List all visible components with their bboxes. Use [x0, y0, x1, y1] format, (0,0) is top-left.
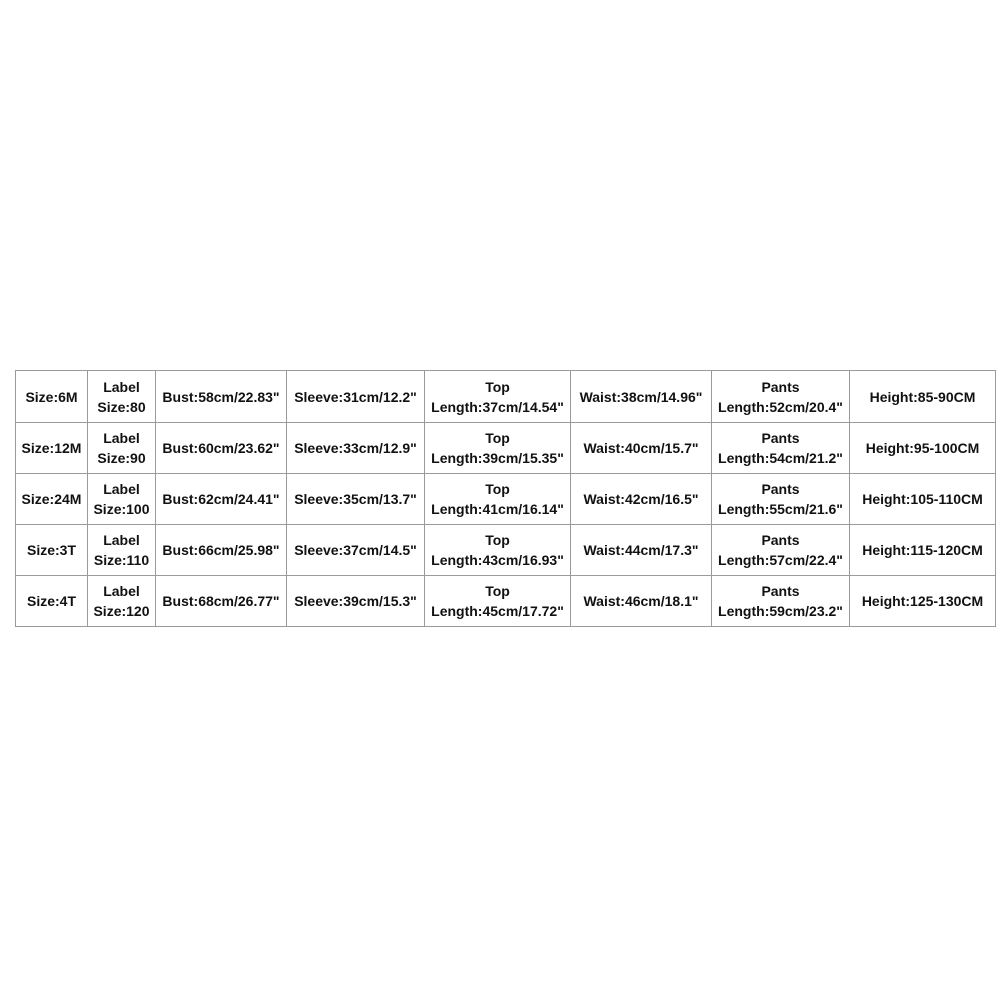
sleeve-cell: Sleeve:37cm/14.5" [287, 525, 425, 576]
top-length-cell-line: Top [485, 481, 510, 497]
table-row [16, 371, 996, 423]
top-length-cell [425, 576, 571, 627]
label-size-cell [88, 474, 156, 525]
top-length-cell-line: Top [485, 583, 510, 599]
height-cell: Height:125-130CM [850, 576, 996, 627]
height-cell: Height:95-100CM [850, 423, 996, 474]
size-chart-body [16, 371, 996, 627]
top-length-cell [425, 371, 571, 423]
table-row [16, 576, 996, 627]
height-cell: Height:115-120CM [850, 525, 996, 576]
waist-cell: Waist:44cm/17.3" [571, 525, 712, 576]
label-size-cell-line: Size:80 [97, 398, 146, 415]
pants-length-cell-line: Pants [761, 430, 800, 446]
size-cell: Size:4T [16, 576, 88, 627]
label-size-cell-line: Label [103, 583, 140, 599]
label-size-cell-line: Label [103, 378, 140, 395]
label-size-cell [88, 423, 156, 474]
pants-length-cell-line: Pants [761, 532, 800, 548]
top-length-cell-line: Length:39cm/15.35" [431, 450, 564, 466]
top-length-cell-line: Top [485, 430, 510, 446]
size-cell: Size:12M [16, 423, 88, 474]
size-cell: Size:3T [16, 525, 88, 576]
bust-cell: Bust:66cm/25.98" [156, 525, 287, 576]
label-size-cell-line: Size:90 [97, 450, 146, 466]
label-size-cell [88, 371, 156, 423]
pants-length-cell-line: Length:52cm/20.4" [718, 398, 843, 415]
pants-length-cell-line: Length:59cm/23.2" [718, 603, 843, 619]
waist-cell: Waist:42cm/16.5" [571, 474, 712, 525]
pants-length-cell-line: Pants [761, 583, 800, 599]
pants-length-cell [712, 423, 850, 474]
pants-length-cell [712, 371, 850, 423]
waist-cell: Waist:46cm/18.1" [571, 576, 712, 627]
bust-cell: Bust:62cm/24.41" [156, 474, 287, 525]
pants-length-cell [712, 525, 850, 576]
height-cell: Height:105-110CM [850, 474, 996, 525]
pants-length-cell [712, 474, 850, 525]
label-size-cell-line: Label [103, 532, 140, 548]
sleeve-cell: Sleeve:31cm/12.2" [287, 371, 425, 423]
pants-length-cell-line: Pants [761, 378, 800, 395]
bust-cell: Bust:60cm/23.62" [156, 423, 287, 474]
waist-cell: Waist:40cm/15.7" [571, 423, 712, 474]
bust-cell: Bust:58cm/22.83" [156, 371, 287, 423]
label-size-cell-line: Label [103, 481, 140, 497]
size-cell: Size:24M [16, 474, 88, 525]
size-chart-table [15, 370, 996, 627]
waist-cell: Waist:38cm/14.96" [571, 371, 712, 423]
pants-length-cell-line: Length:57cm/22.4" [718, 552, 843, 568]
top-length-cell-line: Top [485, 378, 510, 395]
label-size-cell-line: Size:100 [93, 501, 150, 517]
top-length-cell-line: Length:37cm/14.54" [431, 398, 564, 415]
pants-length-cell-line: Length:55cm/21.6" [718, 501, 843, 517]
pants-length-cell-line: Length:54cm/21.2" [718, 450, 843, 466]
pants-length-cell [712, 576, 850, 627]
top-length-cell-line: Length:41cm/16.14" [431, 501, 564, 517]
sleeve-cell: Sleeve:39cm/15.3" [287, 576, 425, 627]
top-length-cell-line: Length:43cm/16.93" [431, 552, 564, 568]
table-row [16, 525, 996, 576]
height-cell: Height:85-90CM [850, 371, 996, 423]
label-size-cell [88, 525, 156, 576]
table-row [16, 423, 996, 474]
top-length-cell [425, 423, 571, 474]
size-cell: Size:6M [16, 371, 88, 423]
table-row [16, 474, 996, 525]
top-length-cell [425, 525, 571, 576]
label-size-cell-line: Size:110 [93, 552, 150, 568]
pants-length-cell-line: Pants [761, 481, 800, 497]
label-size-cell-line: Size:120 [93, 603, 150, 619]
top-length-cell [425, 474, 571, 525]
top-length-cell-line: Top [485, 532, 510, 548]
bust-cell: Bust:68cm/26.77" [156, 576, 287, 627]
label-size-cell [88, 576, 156, 627]
label-size-cell-line: Label [103, 430, 140, 446]
top-length-cell-line: Length:45cm/17.72" [431, 603, 564, 619]
sleeve-cell: Sleeve:35cm/13.7" [287, 474, 425, 525]
sleeve-cell: Sleeve:33cm/12.9" [287, 423, 425, 474]
